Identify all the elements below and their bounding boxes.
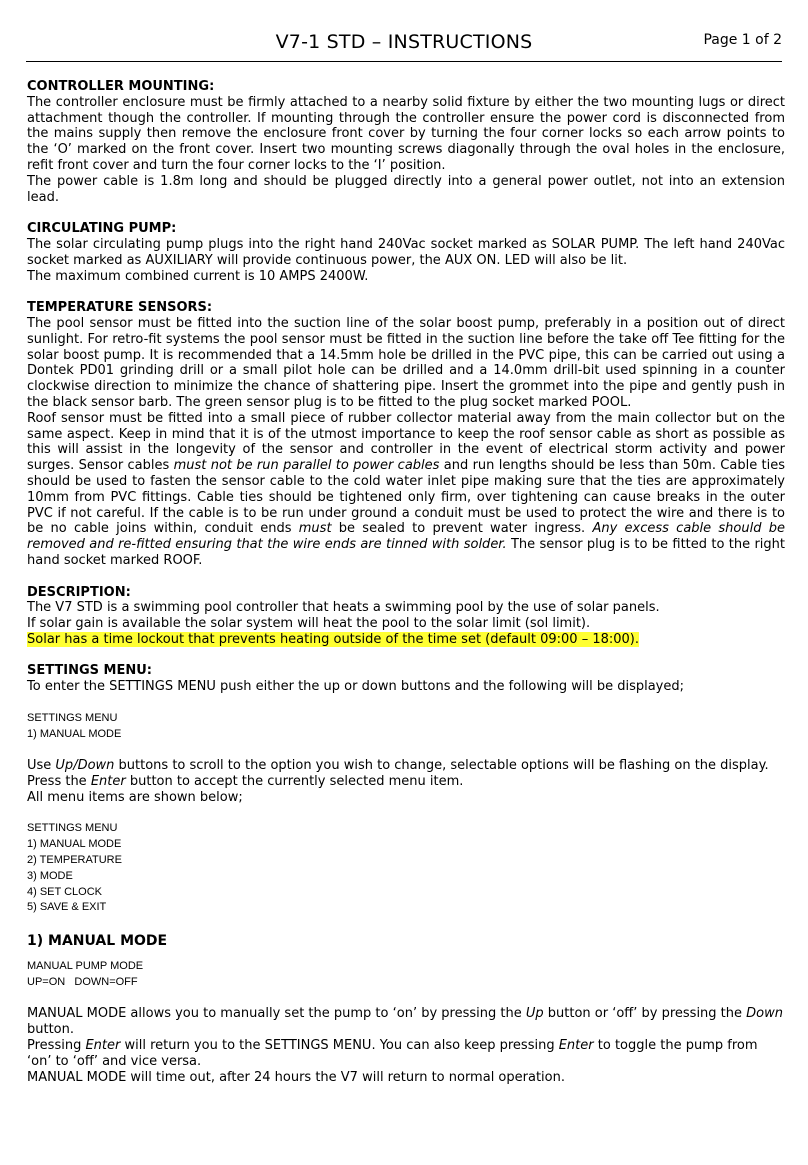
emphasis-text: Up/Down [55, 758, 115, 774]
display-readout-2 [27, 821, 785, 916]
settings-menu-heading: SETTINGS MENU: [27, 663, 153, 679]
display-line: 5) SAVE & EXIT [27, 901, 107, 914]
emphasis-text: Down [746, 1006, 783, 1022]
display-line: 1) MANUAL MODE [27, 838, 122, 851]
power-cable-paragraph: The power cable is 1.8m long and should be plugged directly into a general power outlet, not into an extension lead. [27, 173, 785, 205]
description-line-2: If solar gain is available the solar system will heat the pool to the solar limit (sol limit). [27, 616, 591, 632]
display-line: SETTINGS MENU [27, 711, 118, 724]
manual-enter-paragraph: Pressing Enter will return you to the SETTINGS MENU. You can also keep pressing Enter to toggle the pump from ‘on’ to ‘off’ and vice versa. [27, 1038, 758, 1069]
description-line-1: The V7 STD is a swimming pool controller that heats a swimming pool by the use of solar panels. [27, 600, 660, 616]
temperature-sensors-heading: TEMPERATURE SENSORS: [27, 300, 213, 316]
display-line: SETTINGS MENU [27, 822, 118, 835]
description-line-3 [27, 632, 785, 648]
page-number: Page 1 of 2 [703, 32, 782, 48]
controller-mounting-paragraph: The controller enclosure must be firmly attached to a nearby solid fixture by either the two mounting lugs or direct attachment though the controller. If mounting through the controller ensure the power cord is disconnected from the mains supply then remove the enclosure front cover by turning the four corner locks so each arrow points to the ‘O’ marked on the front cover. Insert two mounting screws diagonally through the oval holes in the enclosure, refit front cover and turn the four corner locks to the ‘I’ position. [27, 94, 785, 173]
emphasis-text: must [298, 521, 332, 537]
display-line: MANUAL PUMP MODE [27, 960, 144, 973]
header-rule [26, 61, 782, 62]
display-line: 1) MANUAL MODE [27, 727, 122, 740]
pool-sensor-paragraph: The pool sensor must be fitted into the suction line of the solar boost pump, preferably in a position out of direct sunlight. For retro-fit systems the pool sensor must be fitted in the suction line before the take off Tee fitting for the solar boost pump. It is recommended that a 14.5mm hole be drilled in the PVC pipe, this can be carried out using a Dontek PD01 grinding drill or a small pilot hole can be drilled and a 14.0mm drill-bit used spinning in a counter clockwise direction to minimize the chance of shattering pipe. Insert the grommet into the pipe and gently push in the black sensor barb. The green sensor plug is to be fitted to the plug socket marked POOL. [27, 315, 785, 410]
description-heading: DESCRIPTION: [27, 584, 131, 600]
manual-mode-heading: 1) MANUAL MODE [27, 933, 168, 950]
roof-sensor-paragraph: Roof sensor must be fitted into a small piece of rubber collector material away from the main collector but on the same aspect. Keep in mind that it is of the utmost importance to keep the roof sensor cable as short as possible as this will assist in the longevity of the sensor and controller in the event of electrical storm activity and power surges. Sensor cables must not be run parallel to power cables and run lengths should be less than 50m. Cable ties should be used to fasten the sensor cable to the cold water inlet pipe making sure that the ties are approximately 10mm from PVC fittings. Cable ties should be tightened only firm, over tightening can cause breaks in the outer PVC if not careful. If the cable is to be run under ground a conduit must be used to protect the wire and there is to be no cable joins within, conduit ends must be sealed to prevent water ingress. Any excess cable should be removed and re-fitted ensuring that the wire ends are tinned with solder. The sensor plug is to be fitted to the right hand socket marked ROOF. [27, 410, 786, 568]
display-readout-1 [27, 711, 785, 743]
emphasis-text: must not be run parallel to power cables [173, 458, 440, 474]
display-readout-3 [27, 959, 785, 991]
settings-menu-intro: To enter the SETTINGS MENU push either the up or down buttons and the following will be displayed; [27, 679, 685, 695]
all-items-note: All menu items are shown below; [27, 789, 243, 805]
display-line: 4) SET CLOCK [27, 885, 102, 898]
emphasis-text: Enter [90, 774, 126, 790]
enter-instruction: Press the Enter button to accept the currently selected menu item. [27, 774, 464, 790]
page-title: V7-1 STD – INSTRUCTIONS [275, 31, 533, 53]
emphasis-text: Enter [85, 1038, 121, 1054]
manual-mode-paragraph: MANUAL MODE allows you to manually set the pump to ‘on’ by pressing the Up button or ‘off’ by pressing the Down button. [27, 1006, 783, 1038]
scroll-instruction: Use Up/Down buttons to scroll to the option you wish to change, selectable options will be flashing on the display. [27, 758, 769, 774]
display-line: 3) MODE [27, 869, 73, 882]
emphasis-text: Any excess cable should be removed and re-fitted ensuring that the wire ends are tinned with solder. [27, 521, 785, 553]
max-current-paragraph: The maximum combined current is 10 AMPS 2400W. [27, 268, 369, 284]
circulating-pump-paragraph: The solar circulating pump plugs into the right hand 240Vac socket marked as SOLAR PUMP. The left hand 240Vac socket marked as AUXILIARY will provide continuous power, the AUX ON. LED will also be lit. [27, 236, 785, 268]
circulating-pump-heading: CIRCULATING PUMP: [27, 221, 177, 237]
manual-timeout-paragraph: MANUAL MODE will time out, after 24 hours the V7 will return to normal operation. [27, 1069, 565, 1085]
display-line: 2) TEMPERATURE [27, 854, 122, 867]
highlighted-text: Solar has a time lockout that prevents heating outside of the time set (default 09:00 – 18:00). [27, 631, 640, 647]
display-line: UP=ON DOWN=OFF [27, 975, 138, 988]
controller-mounting-heading: CONTROLLER MOUNTING: [27, 79, 215, 94]
document-body [27, 79, 785, 1085]
emphasis-text: Enter [558, 1038, 594, 1054]
emphasis-text: Up [525, 1006, 544, 1022]
page-header [0, 0, 808, 62]
